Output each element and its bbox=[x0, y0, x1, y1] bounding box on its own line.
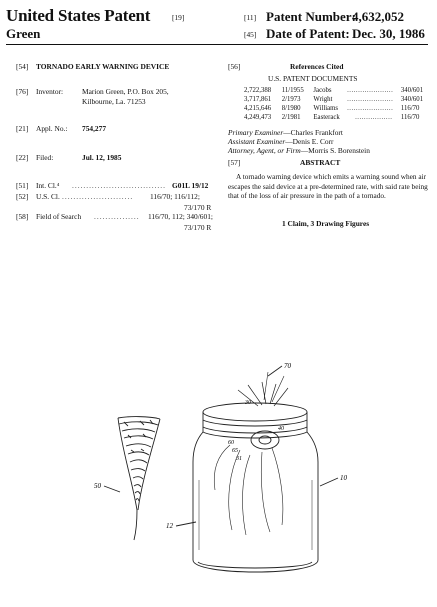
ref-label-70: 70 bbox=[284, 362, 291, 370]
appl-label: Appl. No.: bbox=[36, 124, 68, 133]
uscl-field-code: [52] bbox=[16, 192, 29, 201]
assistant-examiner: Assistant Examiner—Denis E. Corr bbox=[228, 137, 334, 146]
search-value-line2: 73/170 R bbox=[184, 223, 212, 232]
attorney: Attorney, Agent, or Firm—Morris S. Borenstein bbox=[228, 146, 370, 155]
inventor-field-code: [76] bbox=[16, 87, 29, 96]
invention-title: TORNADO EARLY WARNING DEVICE bbox=[36, 62, 170, 71]
ref-label-31: 31 bbox=[236, 456, 242, 462]
search-field-code: [58] bbox=[16, 212, 29, 221]
inventor-label: Inventor: bbox=[36, 87, 64, 96]
abstract-text: A tornado warning device which emits a warning sound when air escapes the said device at a pre-determined rate, with said rate being that of the loss of air pressure in the path of a tornado. bbox=[228, 172, 428, 201]
abstract-title: ABSTRACT bbox=[300, 158, 341, 167]
ref-label-60: 60 bbox=[228, 440, 234, 446]
ref-label-10: 10 bbox=[340, 474, 347, 482]
search-label: Field of Search bbox=[36, 212, 82, 221]
abstract-field-code: [57] bbox=[228, 158, 241, 167]
intcl-value: G01L 19/12 bbox=[172, 181, 209, 190]
filed-date: Jul. 12, 1985 bbox=[82, 153, 122, 162]
ref-label-50: 50 bbox=[94, 482, 101, 490]
inventor-surname: Green bbox=[6, 26, 41, 41]
patent-number-label: Patent Number: bbox=[266, 9, 356, 24]
patent-office-title: United States Patent bbox=[6, 6, 151, 25]
uscl-dots: ......................... bbox=[62, 192, 134, 201]
uscl-value-line2: 73/170 R bbox=[184, 203, 212, 212]
reference-row: 3,717,861 2/1973 Wright ..................... 340/601 bbox=[244, 96, 424, 103]
reference-row: 2,722,388 11/1955 Jacobs ..................... 340/601 bbox=[244, 87, 424, 94]
patent-date: Dec. 30, 1986 bbox=[352, 26, 425, 41]
refs-subtitle: U.S. PATENT DOCUMENTS bbox=[268, 74, 358, 83]
title-field-code: [54] bbox=[16, 62, 29, 71]
filed-field-code: [22] bbox=[16, 153, 29, 162]
appl-field-code: [21] bbox=[16, 124, 29, 133]
inventor-address-line2: Kilbourne, La. 71253 bbox=[82, 97, 146, 106]
date-code: [45] bbox=[244, 30, 257, 39]
title-code: [19] bbox=[172, 13, 185, 22]
patent-number: 4,632,052 bbox=[352, 9, 404, 24]
ref-label-12: 12 bbox=[166, 522, 173, 530]
leader-line-50 bbox=[104, 486, 120, 492]
refs-title: References Cited bbox=[290, 62, 344, 71]
intcl-label: Int. Cl.⁴ bbox=[36, 181, 60, 190]
appl-number: 754,277 bbox=[82, 124, 107, 133]
uscl-value-line1: 116/70; 116/112; bbox=[150, 192, 200, 201]
reference-row: 4,249,473 2/1981 Easterack ................. 116/70 bbox=[244, 114, 420, 121]
filed-label: Filed: bbox=[36, 153, 54, 162]
search-dots: ................ bbox=[94, 212, 140, 221]
uscl-label: U.S. Cl. bbox=[36, 192, 60, 201]
patent-number-code: [11] bbox=[244, 13, 257, 22]
reference-row: 4,215,646 8/1980 Williams ..................... 116/70 bbox=[244, 105, 420, 112]
search-value-line1: 116/70, 112; 340/601; bbox=[148, 212, 213, 221]
intcl-field-code: [51] bbox=[16, 181, 29, 190]
claims-summary: 1 Claim, 3 Drawing Figures bbox=[282, 219, 370, 228]
refs-field-code: [56] bbox=[228, 62, 241, 71]
intcl-dots: ................................. bbox=[72, 181, 166, 190]
inventor-address-line1: Marion Green, P.O. Box 205, bbox=[82, 87, 169, 96]
date-label: Date of Patent: bbox=[266, 26, 350, 41]
primary-examiner: Primary Examiner—Charles Frankfort bbox=[228, 128, 343, 137]
leader-line-10 bbox=[320, 478, 338, 486]
jar-illustration bbox=[193, 372, 318, 572]
ref-label-65: 65 bbox=[232, 448, 238, 454]
ref-label-30: 30 bbox=[245, 400, 251, 406]
tornado-illustration bbox=[118, 417, 160, 540]
leader-line-70 bbox=[268, 366, 282, 376]
ref-label-40: 40 bbox=[278, 426, 284, 432]
